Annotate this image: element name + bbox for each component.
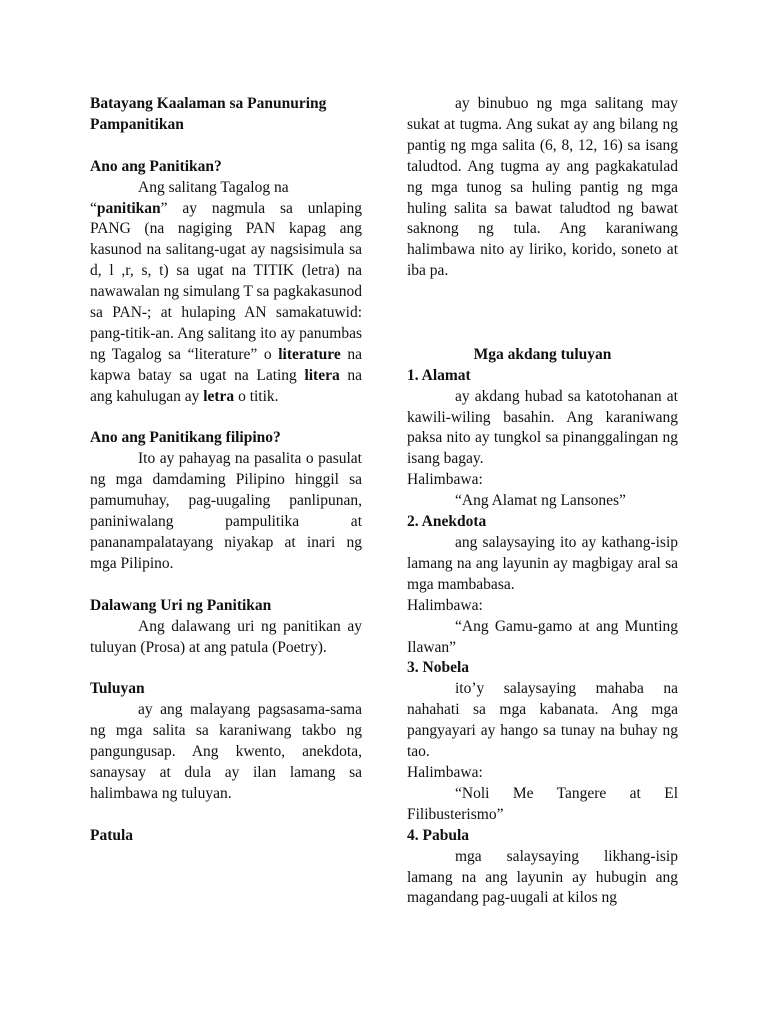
- text-segment: na kapwa batay sa ugat na Lating: [90, 345, 362, 384]
- item-label-halimbawa: Halimbawa:: [407, 471, 483, 489]
- paragraph-dalawang-uri: Ang dalawang uri ng panitikan ay tuluyan (Prosa) at ang patula (Poetry).: [90, 617, 362, 656]
- item-body-nobela: ito’y salaysaying mahaba na nahahati sa mga kabanata. Ang mga pangyayari ay hango sa tunay na buhay ng tao.: [407, 680, 678, 761]
- item-example-nobela: “Noli Me Tangere at El Filibusterismo”: [407, 784, 678, 823]
- item-heading-pabula: 4. Pabula: [407, 826, 470, 844]
- text-segment: “: [90, 199, 97, 217]
- paragraph-tuluyan: ay ang malayang pagsasama-sama ng mga salita sa karaniwang takbo ng pangungusap. Ang kwento, anekdota, sanaysay at dula ay ilan lamang sa halimbawa ng tuluyan.: [90, 701, 362, 802]
- item-label-halimbawa: Halimbawa:: [407, 763, 483, 781]
- left-column: [90, 94, 362, 847]
- item-body-alamat: ay akdang hubad sa katotohanan at kawili-wiling basahin. Ang karaniwang paksa nito ay tungkol sa pinanggalingan ng isang bagay.: [407, 387, 678, 468]
- text-segment: ” ay nagmula sa unlaping PANG (na nagiging PAN kapag ang kasunod na salitang-ugat ay nagsisimula sa d, l ,r, s, t) sa ugat na TITIK (letra) na nawawalan ng simulang T sa pagkakasunod sa PAN-; at hulaping AN samakatuwid: pang-titik-an. Ang salitang ito ay panumbas ng Tagalog sa “literature” o: [90, 199, 362, 363]
- heading-mga-akdang-tuluyan: Mga akdang tuluyan: [473, 345, 612, 363]
- document-title: Batayang Kaalaman sa Panunuring Pampanitikan: [90, 95, 327, 133]
- bold-term-panitikan: panitikan: [96, 199, 161, 217]
- bold-term-litera: litera: [304, 366, 340, 384]
- heading-ano-ang-panitikan: Ano ang Panitikan?: [90, 157, 222, 175]
- bold-term-letra: letra: [203, 387, 235, 405]
- paragraph-panitikang-filipino: Ito ay pahayag na pasalita o pasulat ng mga damdaming Pilipino hinggil sa pamumuhay, pag-uugaling panlipunan, paniniwalang pampulitika at pananampalatayang niyakap at inari ng mga Pilipino.: [90, 450, 362, 572]
- right-column: [407, 94, 678, 909]
- item-heading-nobela: 3. Nobela: [407, 659, 469, 677]
- text-segment: Ang salitang Tagalog na: [138, 178, 289, 196]
- bold-term-literature: literature: [278, 345, 341, 363]
- item-heading-anekdota: 2. Anekdota: [407, 513, 487, 531]
- heading-dalawang-uri: Dalawang Uri ng Panitikan: [90, 596, 272, 614]
- item-example-alamat: “Ang Alamat ng Lansones”: [455, 492, 626, 510]
- item-body-anekdota: ang salaysaying ito ay kathang-isip lamang na ang layunin ay magbigay aral sa mga mambabasa.: [407, 534, 678, 593]
- item-body-pabula: mga salaysaying likhang-isip lamang na ang layunin ay hubugin ang magandang pag-uugali at kilos ng: [407, 847, 678, 907]
- item-label-halimbawa: Halimbawa:: [407, 596, 483, 614]
- text-segment: o titik.: [234, 387, 279, 405]
- item-example-anekdota: “Ang Gamu-gamo at ang Munting Ilawan”: [407, 617, 678, 656]
- paragraph-patula: ay binubuo ng mga salitang may sukat at tugma. Ang sukat ay ang bilang ng pantig ng mga salita (6, 8, 12, 16) sa isang taludtod. Ang tugma ay ang pagkakatulad ng mga tunog sa huling pantig ng mga huling salita sa bawat taludtod ng bawat saknong ng tula. Ang karaniwang halimbawa nito ay liriko, korido, soneto at iba pa.: [407, 95, 678, 280]
- heading-tuluyan: Tuluyan: [90, 680, 145, 698]
- heading-patula: Patula: [90, 826, 134, 844]
- heading-panitikang-filipino: Ano ang Panitikang filipino?: [90, 429, 281, 447]
- paragraph-panitikan-definition: [90, 178, 362, 408]
- text-segment: na ang kahulugan ay: [90, 366, 362, 405]
- item-heading-alamat: 1. Alamat: [407, 366, 471, 384]
